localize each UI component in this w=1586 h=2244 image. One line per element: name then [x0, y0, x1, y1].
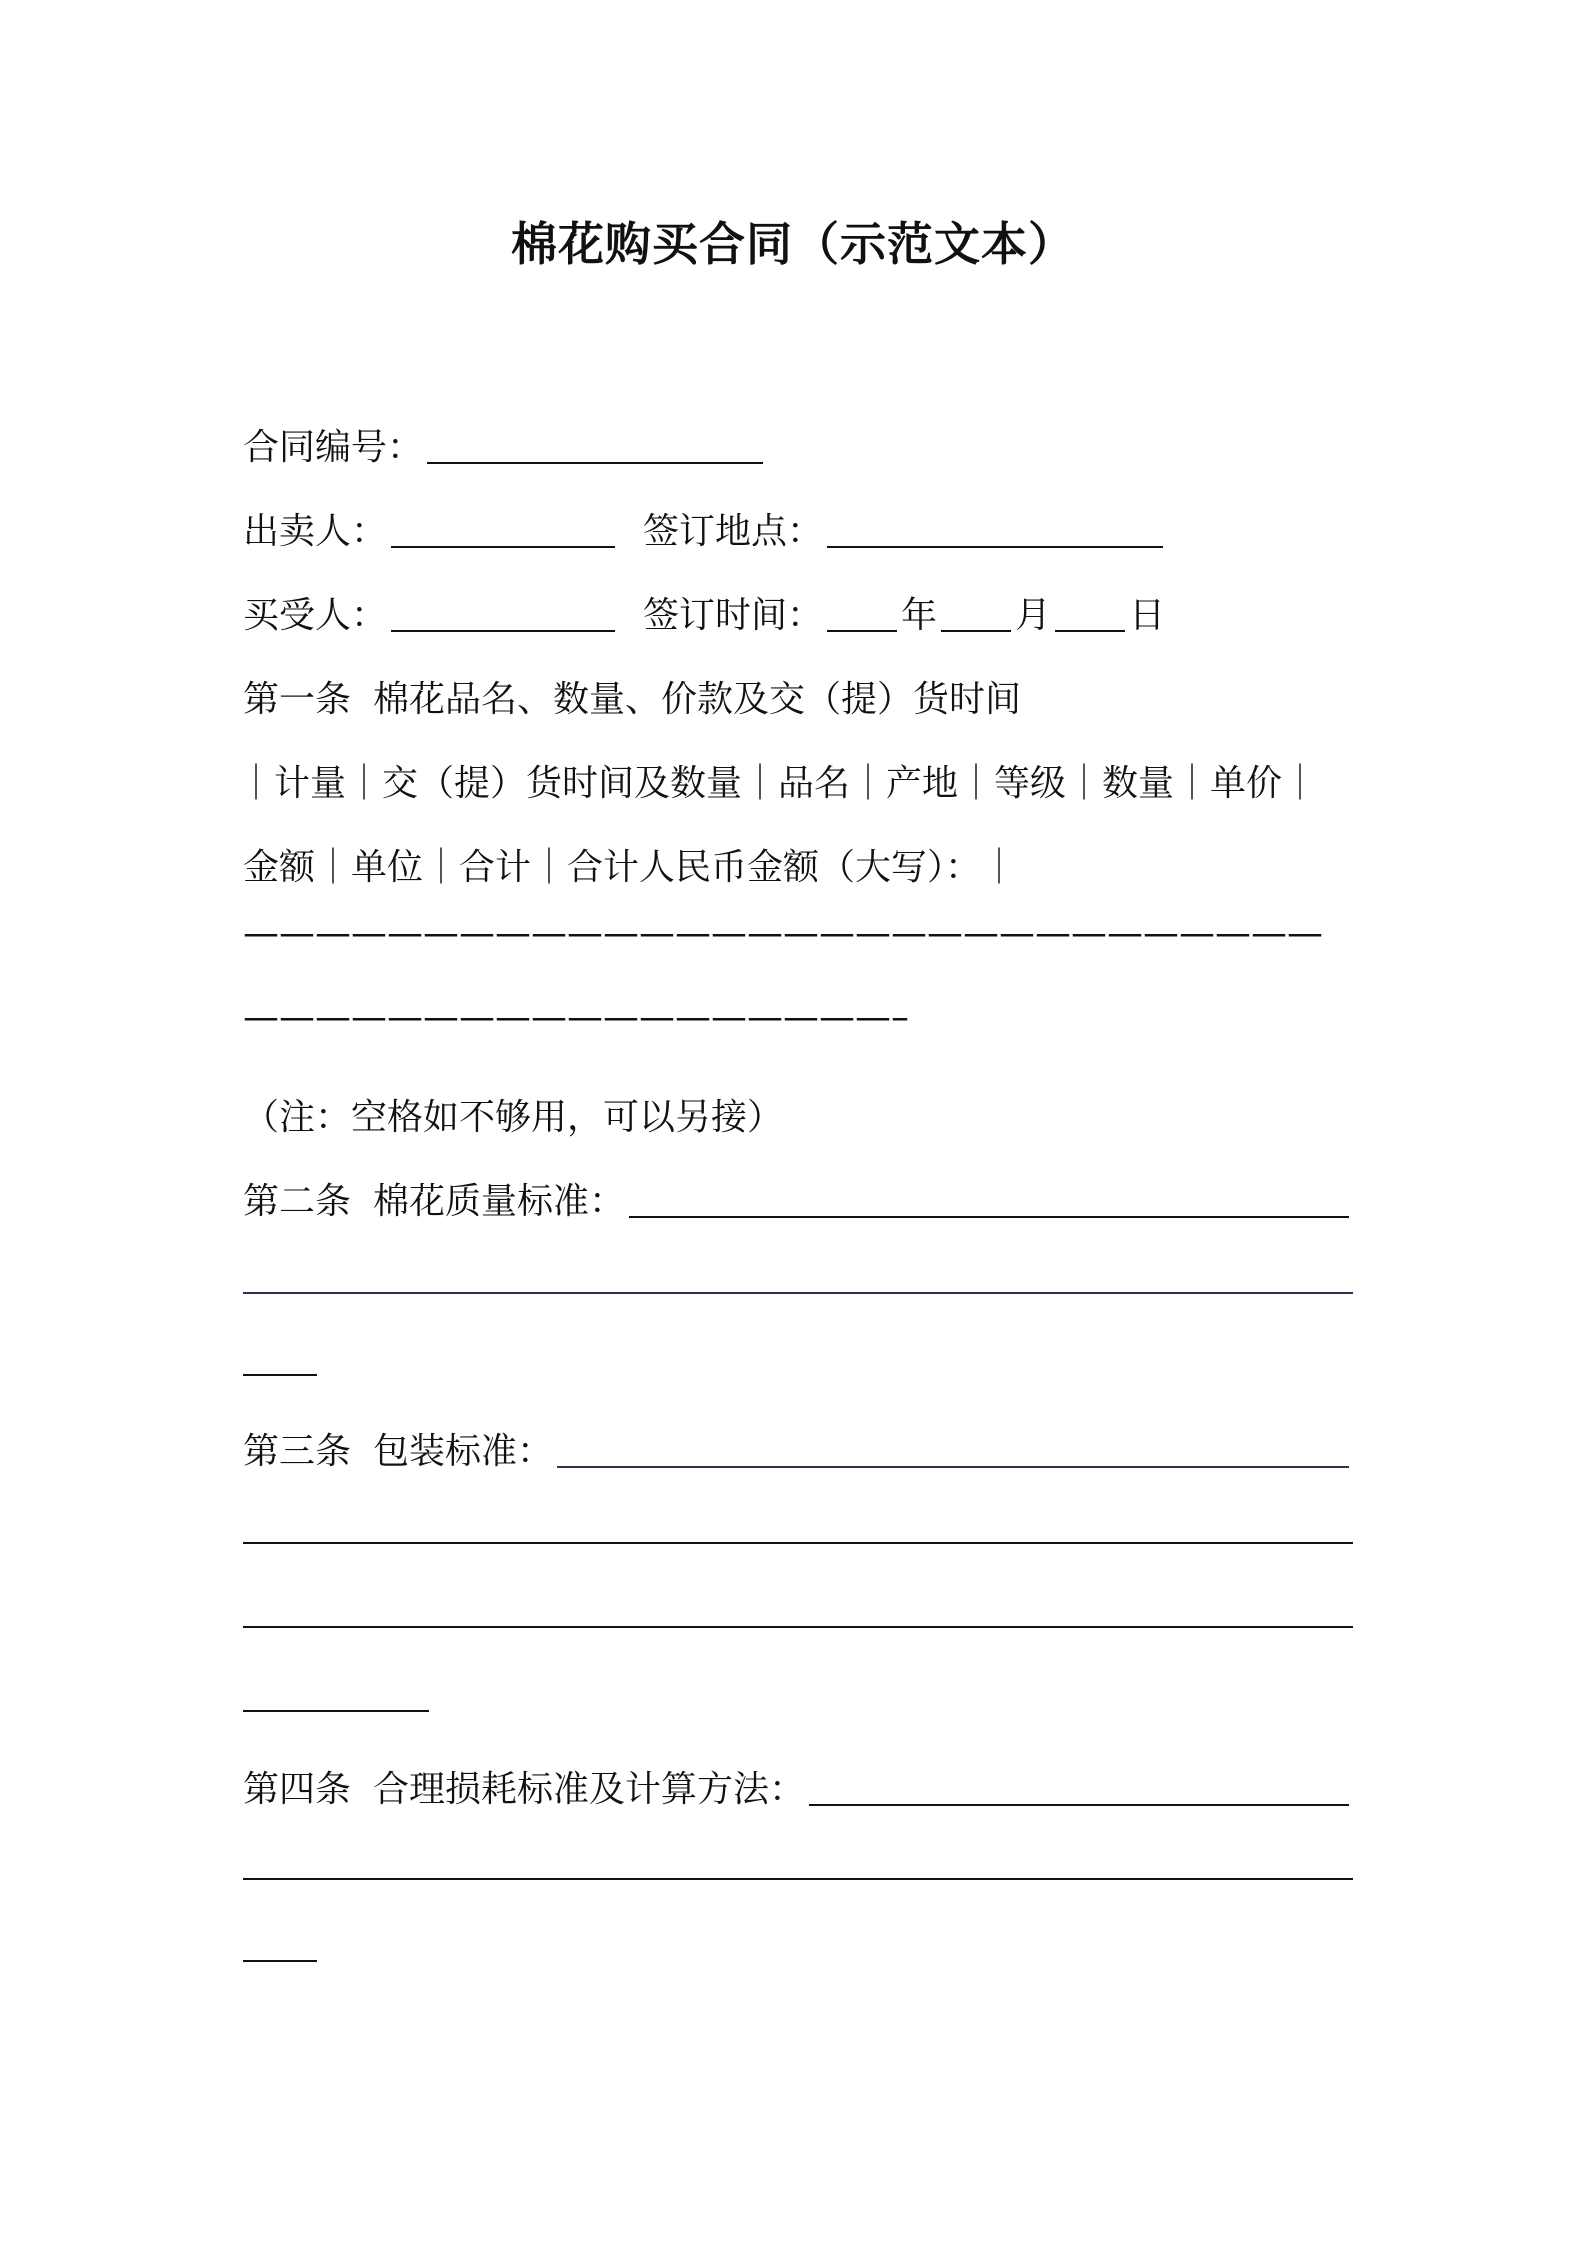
article1-number: 第一条	[243, 679, 352, 720]
article4-field[interactable]	[809, 1764, 1349, 1806]
article1-note-row	[243, 1080, 1353, 1140]
contract-number-row	[243, 410, 1353, 470]
article3-blank-line-3[interactable]	[243, 1626, 1353, 1628]
article4-title: 合理损耗标准及计算方法：	[373, 1769, 806, 1810]
sign-place-field[interactable]	[827, 506, 1163, 548]
contract-number-field[interactable]	[427, 422, 763, 464]
table-header-row2: 金额｜单位｜合计｜合计人民币金额（大写）：｜	[243, 847, 1018, 888]
sign-place-label: 签订地点：	[643, 511, 824, 552]
sign-day-field[interactable]	[1055, 590, 1125, 632]
article2-blank-line-3[interactable]	[243, 1374, 317, 1376]
article3-number: 第三条	[243, 1431, 352, 1472]
article2-field[interactable]	[629, 1176, 1349, 1218]
article2-number: 第二条	[243, 1181, 352, 1222]
month-label: 月	[1015, 595, 1052, 636]
article1-table-row1	[238, 746, 1348, 806]
sign-year-field[interactable]	[827, 590, 897, 632]
article3-blank-line-2[interactable]	[243, 1542, 1353, 1544]
buyer-row	[243, 578, 1353, 638]
year-label: 年	[901, 595, 938, 636]
article3-field[interactable]	[557, 1426, 1349, 1468]
buyer-label: 买受人：	[243, 595, 388, 636]
article4-blank-line-2[interactable]	[243, 1878, 1353, 1880]
article1-table-row2	[243, 830, 1353, 890]
contract-number-label: 合同编号：	[243, 427, 424, 468]
seller-label: 出卖人：	[243, 511, 388, 552]
article2-blank-line-2[interactable]	[243, 1292, 1353, 1294]
article2-title: 棉花质量标准：	[373, 1181, 626, 1222]
sign-time-label: 签订时间：	[643, 595, 824, 636]
buyer-field[interactable]	[391, 590, 615, 632]
seller-row	[243, 494, 1353, 554]
article1-title: 棉花品名、数量、价款及交（提）货时间	[373, 679, 1022, 720]
article1-note: （注：空格如不够用，可以另接）	[243, 1097, 784, 1138]
article4-number: 第四条	[243, 1769, 352, 1810]
article3-title: 包装标准：	[373, 1431, 554, 1472]
seller-field[interactable]	[391, 506, 615, 548]
day-label: 日	[1129, 595, 1166, 636]
article2-row	[243, 1164, 1353, 1224]
article4-row	[243, 1752, 1353, 1812]
dash-line-2: ——————————————————–	[243, 997, 909, 1038]
sign-month-field[interactable]	[941, 590, 1011, 632]
dash-line-1: ——————————————————————————————	[243, 913, 1323, 954]
article3-blank-line-4[interactable]	[243, 1710, 429, 1712]
document-title: 棉花购买合同（示范文本）	[511, 217, 1075, 271]
table-header-row1: ｜计量｜交（提）货时间及数量｜品名｜产地｜等级｜数量｜单价｜	[238, 763, 1319, 804]
article3-row	[243, 1414, 1353, 1474]
article1-heading-row	[243, 662, 1353, 722]
article4-blank-line-3[interactable]	[243, 1960, 317, 1962]
